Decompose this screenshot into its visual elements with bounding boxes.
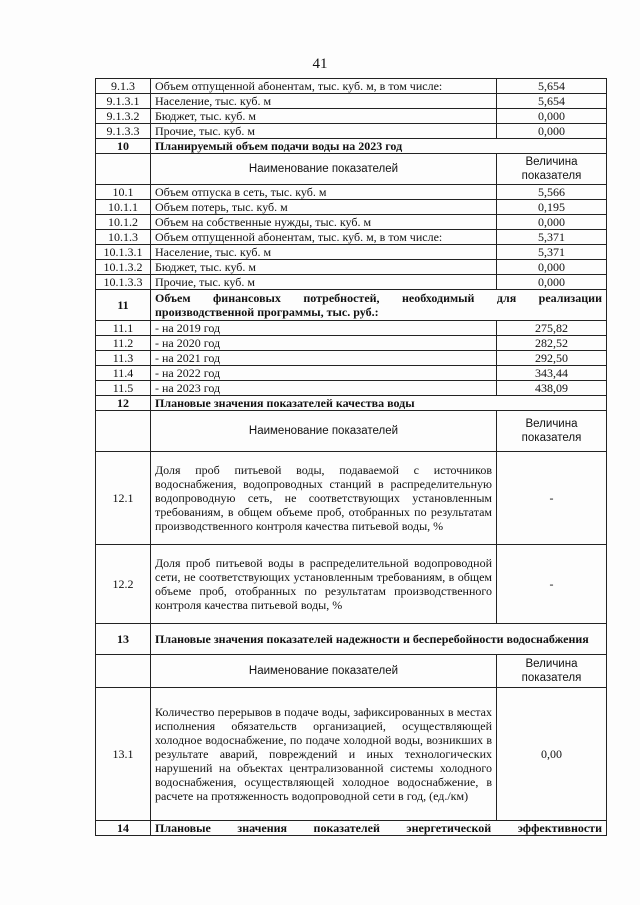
row-label: Доля проб питьевой воды в распределительной водопроводной сети, не соответствующих установленным требованиям, в общем объеме проб, отобранных по результатам производственного контроля качества питьевой воды, %: [151, 545, 497, 624]
table-row: [96, 366, 607, 381]
table-row: [96, 290, 607, 321]
table-row: [96, 215, 607, 230]
row-label: Прочие, тыс. куб. м: [151, 275, 497, 290]
row-value: -: [497, 452, 607, 545]
table-row: [96, 94, 607, 109]
row-value: 282,52: [497, 336, 607, 351]
row-value: 0,000: [497, 260, 607, 275]
row-value: 0,000: [497, 215, 607, 230]
row-number: 9.1.3.3: [96, 124, 151, 139]
table-row: [96, 245, 607, 260]
table-row: [96, 688, 607, 821]
table-row: [96, 545, 607, 624]
table-row: [96, 109, 607, 124]
row-label: Прочие, тыс. куб. м: [151, 124, 497, 139]
row-number: 9.1.3.2: [96, 109, 151, 124]
row-number: 11.3: [96, 351, 151, 366]
row-value: 5,371: [497, 245, 607, 260]
table-row: [96, 230, 607, 245]
row-number: 10.1.3.1: [96, 245, 151, 260]
row-label: Объем отпущенной абонентам, тыс. куб. м, в том числе:: [151, 79, 497, 94]
row-value: 0,000: [497, 275, 607, 290]
row-label: Объем потерь, тыс. куб. м: [151, 200, 497, 215]
row-label: Количество перерывов в подаче воды, зафиксированных в местах исполнения обязательств организацией, осуществляющей холодное водоснабжение, по подаче холодной воды, возникших в результате аварий, повреждений и иных технологических нарушений на объектах централизованной системы холодного водоснабжения, осуществляющей холодное водоснабжение, в расчете на протяженность водопроводной сети в год, (ед./км): [151, 688, 497, 821]
section-title: Объем финансовых потребностей, необходимый для реализации производственной программы, тыс. руб.:: [151, 290, 607, 321]
table-row: [96, 260, 607, 275]
section-number: 13: [96, 624, 151, 655]
row-label: Объем на собственные нужды, тыс. куб. м: [151, 215, 497, 230]
row-value: 5,654: [497, 94, 607, 109]
row-label: Объем отпуска в сеть, тыс. куб. м: [151, 185, 497, 200]
row-value: 0,000: [497, 124, 607, 139]
section-number: 10: [96, 139, 151, 154]
row-value: 0,000: [497, 109, 607, 124]
row-value: 292,50: [497, 351, 607, 366]
section-number: 11: [96, 290, 151, 321]
row-label: - на 2020 год: [151, 336, 497, 351]
row-label: - на 2019 год: [151, 321, 497, 336]
row-value: 343,44: [497, 366, 607, 381]
row-value: 0,00: [497, 688, 607, 821]
table-row: [96, 336, 607, 351]
row-label: - на 2022 год: [151, 366, 497, 381]
table-row: [96, 200, 607, 215]
row-value: 5,371: [497, 230, 607, 245]
table-row: [96, 452, 607, 545]
section-number: 14: [96, 821, 151, 836]
table-row: [96, 821, 607, 836]
table-row: [96, 185, 607, 200]
table-row: [96, 411, 607, 452]
table-row: [96, 321, 607, 336]
header-empty-cell: [96, 655, 151, 688]
table-row: [96, 79, 607, 94]
table-row: [96, 124, 607, 139]
row-value: 5,566: [497, 185, 607, 200]
row-label: Бюджет, тыс. куб. м: [151, 260, 497, 275]
table-row: [96, 381, 607, 396]
row-number: 10.1.3: [96, 230, 151, 245]
section-number: 12: [96, 396, 151, 411]
table-row: [96, 655, 607, 688]
row-label: Бюджет, тыс. куб. м: [151, 109, 497, 124]
row-number: 10.1: [96, 185, 151, 200]
row-number: 10.1.2: [96, 215, 151, 230]
table-row: [96, 351, 607, 366]
table-row: [96, 139, 607, 154]
row-number: 10.1.3.3: [96, 275, 151, 290]
row-value: 275,82: [497, 321, 607, 336]
table-row: [96, 396, 607, 411]
table-row: [96, 624, 607, 655]
header-empty-cell: [96, 154, 151, 185]
header-value-label: Величина показателя: [497, 411, 607, 452]
row-number: 10.1.1: [96, 200, 151, 215]
row-value: 438,09: [497, 381, 607, 396]
header-value-label: Величина показателя: [497, 655, 607, 688]
table-row: [96, 275, 607, 290]
section-title: Плановые значения показателей надежности и бесперебойности водоснабжения: [151, 624, 607, 655]
table-row: [96, 154, 607, 185]
row-number: 9.1.3.1: [96, 94, 151, 109]
header-name-label: Наименование показателей: [151, 411, 497, 452]
row-label: Доля проб питьевой воды, подаваемой с источников водоснабжения, водопроводных станций в распределительную водопроводную сеть, не соответствующих установленным требованиям, в общем объеме проб, отобранных по результатам производственного контроля качества питьевой воды, %: [151, 452, 497, 545]
section-title: Планируемый объем подачи воды на 2023 год: [151, 139, 607, 154]
indicators-table: [95, 78, 607, 836]
row-value: -: [497, 545, 607, 624]
row-number: 11.5: [96, 381, 151, 396]
row-value: 0,195: [497, 200, 607, 215]
row-label: Население, тыс. куб. м: [151, 94, 497, 109]
row-number: 12.2: [96, 545, 151, 624]
row-number: 12.1: [96, 452, 151, 545]
row-number: 10.1.3.2: [96, 260, 151, 275]
header-empty-cell: [96, 411, 151, 452]
row-label: - на 2021 год: [151, 351, 497, 366]
header-value-label: Величина показателя: [497, 154, 607, 185]
header-name-label: Наименование показателей: [151, 154, 497, 185]
section-title: Плановые значения показателей качества воды: [151, 396, 607, 411]
row-number: 11.1: [96, 321, 151, 336]
row-label: Объем отпущенной абонентам, тыс. куб. м, в том числе:: [151, 230, 497, 245]
row-number: 11.2: [96, 336, 151, 351]
row-number: 9.1.3: [96, 79, 151, 94]
row-number: 13.1: [96, 688, 151, 821]
header-name-label: Наименование показателей: [151, 655, 497, 688]
row-label: Население, тыс. куб. м: [151, 245, 497, 260]
row-number: 11.4: [96, 366, 151, 381]
row-label: - на 2023 год: [151, 381, 497, 396]
page-number: 41: [312, 56, 328, 72]
section-title: Плановые значения показателей энергетической эффективности: [151, 821, 607, 836]
row-value: 5,654: [497, 79, 607, 94]
